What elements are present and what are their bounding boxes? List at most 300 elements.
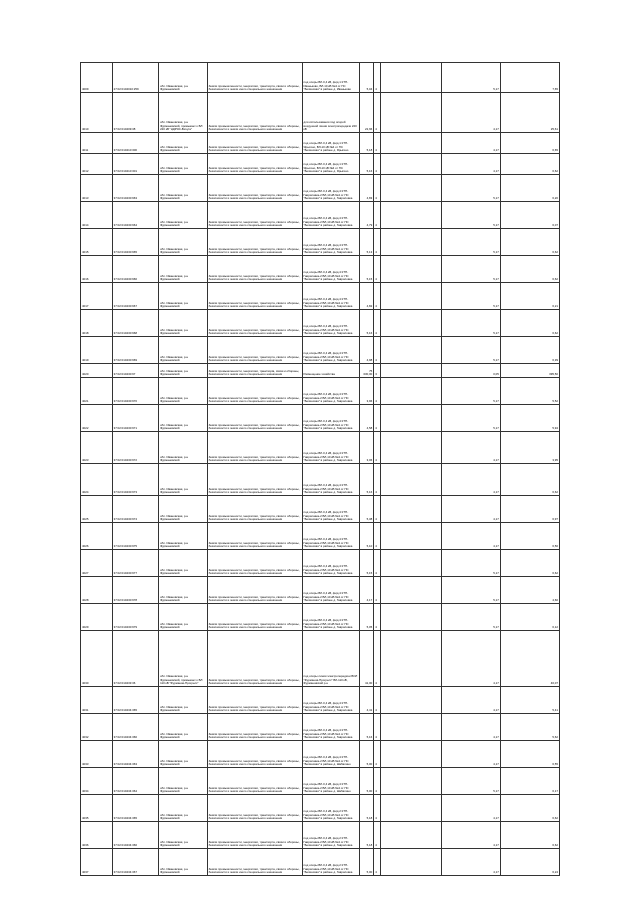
area-cell: 5,00	[359, 741, 374, 768]
tax-amount-cell: 6,55	[500, 741, 559, 768]
unit-code-cell: 4	[374, 405, 380, 432]
rate-cell	[380, 577, 441, 604]
unit-code-cell: 4	[374, 550, 380, 577]
coefficient-cell: 5,17	[441, 63, 500, 93]
tax-amount-cell: 25,61	[500, 93, 559, 133]
unit-code-cell: 4	[374, 849, 380, 876]
row-number-cell: 4018	[81, 310, 113, 337]
coefficient-cell: 4,17	[441, 631, 500, 687]
row-number-cell: 4012	[81, 154, 113, 175]
table-row	[81, 822, 560, 849]
area-cell: 5,05	[359, 604, 374, 631]
unit-code-cell: 4	[374, 577, 380, 604]
area-cell: 5,10	[359, 523, 374, 550]
address-cell: обл. Ивановская, р-н Фурмановский	[159, 283, 208, 310]
row-number-cell: 4034	[81, 768, 113, 795]
table-row	[81, 768, 560, 795]
address-cell: обл. Ивановская, р-н Фурмановский	[159, 822, 208, 849]
land-category-cell: Земли промышленности, энергетики, транспорта, связи и обороны, безопасности и земли иного специального назначения	[207, 378, 302, 405]
unit-code-cell: 4	[374, 93, 380, 133]
table-row	[81, 133, 560, 154]
permitted-use-cell: Размещение хозяйства	[302, 364, 359, 378]
area-cell: 4,83	[359, 175, 374, 202]
permitted-use-cell: под опоры ВЛ-0,4 кВ, фид.4 КТП-Гавриловка-2 ВЛ-10 кВ №4 от ПС "Белинская" в районе д. Шабалино	[302, 768, 359, 795]
land-category-cell: Земли промышленности, энергетики, транспорta, связи и обороны, безопасности и земли иного специального назначения	[207, 364, 302, 378]
permitted-use-cell: под опоры ВЛ-0,4 кВ, фид.4 КТП-Гавриловка-2 ВЛ-10 кВ №4 от ПС "Белинская" в районе д. Гавриловка	[302, 432, 359, 464]
unit-code-cell: 4	[374, 496, 380, 523]
rate-cell	[380, 822, 441, 849]
rate-cell	[380, 256, 441, 283]
tax-amount-cell: 7,65	[500, 63, 559, 93]
area-cell: 5,15	[359, 256, 374, 283]
rate-cell	[380, 283, 441, 310]
row-number-cell: 4033	[81, 741, 113, 768]
area-cell: 5,16	[359, 310, 374, 337]
tax-amount-cell: 6,62	[500, 822, 559, 849]
cadastral-number-cell: 37:02:010430:974	[112, 496, 158, 523]
area-cell: 5,18	[359, 795, 374, 822]
permitted-use-cell: под опоры ВЛ-0,4 кВ, фид.4 КТП-Гавриловка-2 ВЛ-10 кВ №4 от ПС "Белинская" в районе д. Шабалино	[302, 741, 359, 768]
address-cell: обл. Ивановская, р-н Фурмановский	[159, 464, 208, 496]
rate-cell	[380, 229, 441, 256]
permitted-use-cell: под опоры ВЛ-0,4 кВ, фид.4 КТП-Гавриловка-2 ВЛ-10 кВ №4 от ПС "Белинская" в районе д. Гавриловка	[302, 175, 359, 202]
cadastral-number-cell: 37:02:010434:366	[112, 714, 158, 741]
address-cell: обл. Ивановская, р-н Фурмановский	[159, 202, 208, 229]
tax-amount-cell: 6,62	[500, 154, 559, 175]
unit-code-cell: 4	[374, 310, 380, 337]
area-cell: 5,00	[359, 849, 374, 876]
land-category-cell: Земли промышленности, энергетики, транспорта, связи и обороны, безопасности и земли иного специального назначения	[207, 154, 302, 175]
unit-code-cell: 4	[374, 283, 380, 310]
address-cell: обл. Ивановская, р-н Фурмановский	[159, 432, 208, 464]
cadastral-number-cell: 37:02:010434:365	[112, 795, 158, 822]
land-category-cell: Земли промышленности, энергетики, транспорта, связи и обороны, безопасности и земли иного специального назначения	[207, 133, 302, 154]
table-row	[81, 550, 560, 577]
cadastral-number-cell: 37:02:010430:975	[112, 523, 158, 550]
area-cell: 5,04	[359, 63, 374, 93]
address-cell: обл. Ивановская, р-н Фурмановский	[159, 154, 208, 175]
address-cell: обл. Ивановская, р-н Фурмановский	[159, 133, 208, 154]
row-number-cell: 4015	[81, 229, 113, 256]
row-number-cell: 4031	[81, 687, 113, 714]
area-cell: 75 030,00	[359, 364, 374, 378]
rate-cell	[380, 550, 441, 577]
row-number-cell: 4030	[81, 631, 113, 687]
land-category-cell: Земли промышленности, энергетики, транспорта, связи и обороны, безопасности и земли иного специального назначения	[207, 63, 302, 93]
table-row	[81, 175, 560, 202]
rate-cell	[380, 795, 441, 822]
permitted-use-cell: под опоры ВЛ-0,4 кВ, фид.4 КТП-Гавриловка-2 ВЛ-10 кВ №4 от ПС "Белинская" в районе д. Гавриловка	[302, 687, 359, 714]
row-number-cell: 4014	[81, 202, 113, 229]
area-cell: 4,17	[359, 577, 374, 604]
area-cell: 4,58	[359, 405, 374, 432]
rate-cell	[380, 364, 441, 378]
address-cell: обл. Ивановская, р-н Фурмановский	[159, 768, 208, 795]
unit-code-cell: 4	[374, 133, 380, 154]
permitted-use-cell: под опоры ВЛ-0,4 кВ, фид.1 КТП-Ярыгино, ВЛ-10 кВ №4 от ПС "Белинская" в районе д. Ярыгино	[302, 154, 359, 175]
land-category-cell: Земли промышленности, энергетики, транспорта, связи и обороны, безопасности и земли иного специального назначения	[207, 741, 302, 768]
coefficient-cell: 5,17	[441, 310, 500, 337]
address-cell: обл. Ивановская, р-н Фурмановский	[159, 405, 208, 432]
address-cell: обл. Ивановская, р-н Фурмановский	[159, 229, 208, 256]
table-row	[81, 202, 560, 229]
table-row	[81, 577, 560, 604]
coefficient-cell: 5,17	[441, 256, 500, 283]
row-number-cell: 4017	[81, 283, 113, 310]
tax-amount-cell: 6,20	[500, 175, 559, 202]
address-cell: обл. Ивановская, р-н Фурмановский	[159, 378, 208, 405]
address-cell: обл. Ивановская, р-н Фурмановский	[159, 256, 208, 283]
land-category-cell: Земли промышленности, энергетики, транспорта, связи и обороны, безопасности и земли иного специального назначения	[207, 93, 302, 133]
cadastral-number-cell: 37:02:010434:367	[112, 849, 158, 876]
unit-code-cell: 4	[374, 256, 380, 283]
permitted-use-cell: под опоры ВЛ-0,4 кВ, фид.4 КТП-Гавриловка-2 ВЛ-10 кВ №4 от ПС "Белинская" в районе д. Гавриловка	[302, 714, 359, 741]
table-row	[81, 687, 560, 714]
address-cell: обл. Ивановская, р-н Фурмановский	[159, 310, 208, 337]
unit-code-cell: 4	[374, 175, 380, 202]
land-category-cell: Земли промышленности, энергетики, транспорта, связи и обороны, безопасности и земли иного специального назначения	[207, 464, 302, 496]
area-cell: 4,98	[359, 337, 374, 364]
coefficient-cell: 5,17	[441, 378, 500, 405]
area-cell: 5,38	[359, 496, 374, 523]
unit-code-cell: 4	[374, 768, 380, 795]
permitted-use-cell: под опоры ВЛ-0,4 кВ, фид.2 КТП-Гавриловка-2 ВЛ-10 кВ №4 от ПС "Белинская" в районе д. Гавриловка	[302, 822, 359, 849]
area-cell: 22,66	[359, 93, 374, 133]
row-number-cell: 4032	[81, 714, 113, 741]
land-category-cell: Земли промышленности, энергетики, транспорта, связи и обороны, безопасности и земли иного специального назначения	[207, 822, 302, 849]
cadastral-number-cell: 37:02:010430:970	[112, 378, 158, 405]
unit-code-cell: 4	[374, 432, 380, 464]
permitted-use-cell: под опоры ВЛ-0,4 кВ, фид.2 КТП-Гавриловка-2 ВЛ-10 кВ №4 от ПС "Белинская" в районе д. Гавриловка	[302, 795, 359, 822]
cadastral-number-cell: 37:02:010430:978	[112, 577, 158, 604]
tax-amount-cell: 4,60	[500, 577, 559, 604]
land-category-cell: Земли промышленности, энергетики, транспорта, связи и обороны, безопасности и земли иного специального назначения	[207, 714, 302, 741]
coefficient-cell: 4,17	[441, 822, 500, 849]
coefficient-cell: 4,17	[441, 795, 500, 822]
cadastral-number-cell: 37:02:010430:966	[112, 256, 158, 283]
rate-cell	[380, 849, 441, 876]
table-row	[81, 93, 560, 133]
tax-amount-cell: 6,62	[500, 550, 559, 577]
address-cell: обл. Ивановская, р-н Фурмановский	[159, 550, 208, 577]
address-cell: обл. Ивановская, р-н Фурмановский, примыкает к ВЛ 220 кВ "НДРЭС-Вичуга"	[159, 93, 208, 133]
unit-code-cell: 4	[374, 63, 380, 93]
address-cell: обл. Ивановская, р-н Фурмановский	[159, 714, 208, 741]
table-row	[81, 337, 560, 364]
unit-code-cell: 4	[374, 714, 380, 741]
table-row	[81, 464, 560, 496]
unit-code-cell: 4	[374, 464, 380, 496]
row-number-cell: 4010	[81, 93, 113, 133]
row-number-cell: 4023	[81, 432, 113, 464]
row-number-cell: 4016	[81, 256, 113, 283]
tax-amount-cell: 6,97	[500, 496, 559, 523]
cadastral-number-cell: 37:02:010430:969	[112, 337, 158, 364]
row-number-cell: 4025	[81, 496, 113, 523]
unit-code-cell: 3	[374, 364, 380, 378]
area-cell: 41,00	[359, 631, 374, 687]
land-plot-table-container	[80, 62, 560, 876]
rate-cell	[380, 741, 441, 768]
land-category-cell: Земли промышленности, энергетики, транспорта, связи и обороны, безопасности и земли иного специального назначения	[207, 175, 302, 202]
table-row	[81, 604, 560, 631]
rate-cell	[380, 464, 441, 496]
land-category-cell: Земли промышленности, энергетики, транспорта, связи и обороны, безопасности и земли иного специального назначения	[207, 337, 302, 364]
tax-amount-cell: 6,17	[500, 768, 559, 795]
area-cell: 4,41	[359, 687, 374, 714]
row-number-cell: 4011	[81, 133, 113, 154]
land-category-cell: Земли промышленности, энергетики, транспорта, связи и обороны, безопасности и земли иного специального назначения	[207, 432, 302, 464]
table-row	[81, 496, 560, 523]
tax-amount-cell: 6,62	[500, 229, 559, 256]
coefficient-cell: 5,17	[441, 202, 500, 229]
table-row	[81, 795, 560, 822]
coefficient-cell: 4,17	[441, 714, 500, 741]
row-number-cell: 4020	[81, 364, 113, 378]
permitted-use-cell: под опоры ВЛ-0,4 кВ, фид.4 КТП-Гавриловка-2 ВЛ-10 кВ №4 от ПС "Белинская" в районе д. Гавриловка	[302, 604, 359, 631]
permitted-use-cell: под опоры ВЛ-0,4 кВ, фид.4 КТП-Гавриловка-2 ВЛ-10 кВ №4 от ПС "Белинская" в районе д. Гавриловка	[302, 464, 359, 496]
coefficient-cell: 5,17	[441, 283, 500, 310]
rate-cell	[380, 310, 441, 337]
table-row	[81, 378, 560, 405]
rate-cell	[380, 768, 441, 795]
table-row	[81, 364, 560, 378]
table-row	[81, 714, 560, 741]
land-category-cell: Земли промышленности, энергетики, транспорта, связи и обороны, безопасности и земли иного специального назначения	[207, 577, 302, 604]
table-row	[81, 283, 560, 310]
cadastral-number-cell: 37:02:010430:972	[112, 432, 158, 464]
rate-cell	[380, 604, 441, 631]
area-cell: 4,82	[359, 283, 374, 310]
unit-code-cell: 4	[374, 795, 380, 822]
address-cell: обл. Ивановская, р-н Фурмановский	[159, 795, 208, 822]
area-cell: 5,16	[359, 714, 374, 741]
coefficient-cell: 5,17	[441, 405, 500, 432]
tax-amount-cell: 6,65	[500, 133, 559, 154]
tax-amount-cell: 5,62	[500, 714, 559, 741]
row-number-cell: 4022	[81, 405, 113, 432]
unit-code-cell: 4	[374, 604, 380, 631]
tax-amount-cell: 5,94	[500, 405, 559, 432]
permitted-use-cell: под опоры ВЛ-0,4 кВ, фид.4 КТП-Гавриловка-2 ВЛ-10 кВ №4 от ПС "Белинская" в районе д. Гавриловка	[302, 405, 359, 432]
tax-amount-cell: 6,56	[500, 523, 559, 550]
area-cell: 5,18	[359, 822, 374, 849]
unit-code-cell: 4	[374, 741, 380, 768]
unit-code-cell: 4	[374, 337, 380, 364]
permitted-use-cell: под опоры ВЛ-0,4 кВ, фид.4 КТП-Гавриловка-2 ВЛ-10 кВ №4 от ПС "Белинская" в районе д. Гавриловка	[302, 378, 359, 405]
row-number-cell: 4009	[81, 63, 113, 93]
tax-amount-cell: 6,62	[500, 795, 559, 822]
cadastral-number-cell: 37:02:010434:365	[112, 687, 158, 714]
cadastral-number-cell: 37:02:010410:301	[112, 154, 158, 175]
land-category-cell: Земли промышленности, энергетики, транспорта, связи и обороны, безопасности и земли иного специального назначения	[207, 310, 302, 337]
row-number-cell: 4029	[81, 604, 113, 631]
rate-cell	[380, 432, 441, 464]
land-category-cell: Земли промышленности, энергетики, транспорта, связи и обороны, безопасности и земли иного специального назначения	[207, 631, 302, 687]
land-category-cell: Земли промышленности, энергетики, транспорта, связи и обороны, безопасности и земли иного специального назначения	[207, 795, 302, 822]
tax-amount-cell: 5,52	[500, 378, 559, 405]
tax-amount-cell: 6,39	[500, 337, 559, 364]
rate-cell	[380, 202, 441, 229]
row-number-cell: 4027	[81, 550, 113, 577]
table-row	[81, 523, 560, 550]
coefficient-cell: 4,17	[441, 133, 500, 154]
tax-amount-cell: 46,07	[500, 631, 559, 687]
cadastral-number-cell: 37:02:010430:971	[112, 405, 158, 432]
permitted-use-cell: под опоры ВЛ-0,4 кВ, фид.4 КТП-Гавриловка-2 ВЛ-10 кВ №4 от ПС "Белинская" в районе д. Гавриловка	[302, 577, 359, 604]
land-category-cell: Земли промышленности, энергетики, транспорта, связи и обороны, безопасности и земли иного специального назначения	[207, 256, 302, 283]
land-category-cell: Земли промышленности, энергетики, транспорта, связи и обороны, безопасности и земли иного специального назначения	[207, 523, 302, 550]
table-row	[81, 63, 560, 93]
cadastral-number-cell: 37:02:010430:968	[112, 310, 158, 337]
permitted-use-cell: под опоры ВЛ-0,4 кВ, фид.4 КТП-Гавриловка-2 ВЛ-10 кВ №4 от ПС "Белинская" в районе д. Гавриловка	[302, 202, 359, 229]
tax-amount-cell: 6,62	[500, 464, 559, 496]
table-row	[81, 256, 560, 283]
coefficient-cell: 4,17	[441, 464, 500, 496]
rate-cell	[380, 63, 441, 93]
tax-amount-cell: 5,41	[500, 687, 559, 714]
permitted-use-cell: под опоры ВЛ-0,4 кВ, фид.1 КТП-Ярыгино, ВЛ-10 кВ №4 от ПС "Белинская" в районе д. Ярыгино	[302, 133, 359, 154]
area-cell: 4,79	[359, 202, 374, 229]
cadastral-number-cell: 37:02:010433:36	[112, 631, 158, 687]
cadastral-number-cell: 37:02:010430:965	[112, 229, 158, 256]
land-category-cell: Земли промышленности, энергетики, транспорта, связи и обороны, безопасности и земли иного специального назначения	[207, 405, 302, 432]
rate-cell	[380, 378, 441, 405]
unit-code-cell: 4	[374, 229, 380, 256]
table-body	[81, 63, 560, 876]
coefficient-cell: 5,17	[441, 768, 500, 795]
cadastral-number-cell: 37:02:010434:363	[112, 741, 158, 768]
cadastral-number-cell: 37:02:010430:967	[112, 283, 158, 310]
tax-amount-cell: 3,95	[500, 432, 559, 464]
table-row	[81, 631, 560, 687]
coefficient-cell: 4,17	[441, 687, 500, 714]
coefficient-cell: 5,17	[441, 337, 500, 364]
unit-code-cell: 4	[374, 154, 380, 175]
table-row	[81, 229, 560, 256]
unit-code-cell: 4	[374, 822, 380, 849]
cadastral-number-cell: 37:02:010434:366	[112, 822, 158, 849]
cadastral-number-cell: 37:02:010410:300	[112, 133, 158, 154]
land-category-cell: Земли промышленности, энергетики, транспорта, связи и обороны, безопасности и земли иного специального назначения	[207, 687, 302, 714]
coefficient-cell: 5,17	[441, 229, 500, 256]
table-row	[81, 405, 560, 432]
permitted-use-cell: под опоры ВЛ-0,4 кВ, фид.4 КТП-Гавриловка-2 ВЛ-10 кВ №4 от ПС "Белинская" в районе д. Гавриловка	[302, 229, 359, 256]
table-row	[81, 154, 560, 175]
tax-amount-cell: 6,07	[500, 202, 559, 229]
rate-cell	[380, 714, 441, 741]
land-plot-table	[80, 62, 560, 876]
coefficient-cell: 5,17	[441, 175, 500, 202]
coefficient-cell: 5,17	[441, 577, 500, 604]
cadastral-number-cell: 27:02:0104010:259	[112, 63, 158, 93]
tax-amount-cell: 395,50	[500, 364, 559, 378]
tax-amount-cell: 6,24	[500, 849, 559, 876]
unit-code-cell: 4	[374, 687, 380, 714]
rate-cell	[380, 405, 441, 432]
row-number-cell: 4035	[81, 795, 113, 822]
coefficient-cell: 4,17	[441, 432, 500, 464]
permitted-use-cell: под опоры ВЛ-0,4 кВ, фид.4 КТП-Гавриловка-2 ВЛ-10 кВ №4 от ПС "Белинская" в районе д. Гавриловка	[302, 337, 359, 364]
coefficient-cell: 4,17	[441, 849, 500, 876]
row-number-cell: 4026	[81, 523, 113, 550]
row-number-cell: 4013	[81, 175, 113, 202]
coefficient-cell: 4,17	[441, 93, 500, 133]
land-category-cell: Земли промышленности, энергетики, транспорта, связи и обороны, безопасности и земли иного специального назначения	[207, 604, 302, 631]
address-cell: обл. Ивановская, р-н Фурмановский	[159, 849, 208, 876]
table-row	[81, 432, 560, 464]
address-cell: обл. Ивановская, р-н Фурмановский	[159, 496, 208, 523]
address-cell: обл. Ивановская, р-н Фурмановский	[159, 364, 208, 378]
permitted-use-cell: для использования под опорой воздушной линии электропередачи 220 кВ	[302, 93, 359, 133]
coefficient-cell: 4,17	[441, 496, 500, 523]
rate-cell	[380, 523, 441, 550]
tax-amount-cell: 6,12	[500, 604, 559, 631]
row-number-cell: 4024	[81, 464, 113, 496]
address-cell: обл. Ивановская, р-н Фурмановский	[159, 687, 208, 714]
land-category-cell: Земли промышленности, энергетики, транспорта, связи и обороны, безопасности и земли иного специального назначения	[207, 229, 302, 256]
row-number-cell: 4037	[81, 849, 113, 876]
table-row	[81, 741, 560, 768]
permitted-use-cell: под опоры ВЛ-0,4 кВ, фид.4 КТП-Гавриловка-2 ВЛ-10 кВ №4 от ПС "Белинская" в районе д. Гавриловка	[302, 283, 359, 310]
rate-cell	[380, 631, 441, 687]
coefficient-cell: 0,05	[441, 364, 500, 378]
cadastral-number-cell: 37:02:010430:973	[112, 464, 158, 496]
coefficient-cell: 4,17	[441, 154, 500, 175]
cadastral-number-cell: 37:02:010430:963	[112, 175, 158, 202]
row-number-cell: 4036	[81, 822, 113, 849]
coefficient-cell: 4,17	[441, 523, 500, 550]
unit-code-cell: 4	[374, 202, 380, 229]
permitted-use-cell: под опоры ВЛ-0,4 кВ, фид.4 КТП-Гавриловка-2 ВЛ-10 кВ №4 от ПС "Белинская" в районе д. Гавриловка	[302, 496, 359, 523]
area-cell: 3,96	[359, 378, 374, 405]
address-cell: обл. Ивановская, р-н Фурмановский	[159, 741, 208, 768]
row-number-cell: 4019	[81, 337, 113, 364]
row-number-cell: 4028	[81, 577, 113, 604]
rate-cell	[380, 687, 441, 714]
coefficient-cell: 4,17	[441, 741, 500, 768]
table-row	[81, 849, 560, 876]
area-cell: 5,18	[359, 133, 374, 154]
area-cell: 5,15	[359, 550, 374, 577]
cadastral-number-cell: 37:02:010409:38	[112, 93, 158, 133]
rate-cell	[380, 175, 441, 202]
rate-cell	[380, 133, 441, 154]
area-cell: 5,13	[359, 229, 374, 256]
permitted-use-cell: под опоры ВЛ-0,4 кВ, фид.2 КТП-Гавриловка-2 ВЛ-10 кВ №4 от ПС "Белинская" в районе д. Гавриловка	[302, 849, 359, 876]
area-cell: 5,00	[359, 768, 374, 795]
cadastral-number-cell: 37:02:010430:979	[112, 604, 158, 631]
address-cell: обл. Ивановская, р-н Фурмановский, примыкает к ВЛ 110 кВ "Фурманов-Прогресс"	[159, 631, 208, 687]
tax-amount-cell: 6,62	[500, 310, 559, 337]
area-cell: 5,16	[359, 154, 374, 175]
row-number-cell: 4021	[81, 378, 113, 405]
unit-code-cell: 4	[374, 378, 380, 405]
address-cell: обл. Ивановская, р-н Фурмановский	[159, 577, 208, 604]
rate-cell	[380, 337, 441, 364]
cadastral-number-cell: 37:02:010430:97	[112, 364, 158, 378]
land-category-cell: Земли промышленности, энергетики, транспорта, связи и обороны, безопасности и земли иного специального назначения	[207, 496, 302, 523]
address-cell: обл. Ивановская, р-н Фурмановский	[159, 604, 208, 631]
coefficient-cell: 5,17	[441, 550, 500, 577]
unit-code-cell: 4	[374, 523, 380, 550]
rate-cell	[380, 496, 441, 523]
address-cell: обл. Ивановская, р-н Фурмановский	[159, 337, 208, 364]
rate-cell	[380, 93, 441, 133]
address-cell: обл. Ивановская, р-н Фурмановский	[159, 175, 208, 202]
land-category-cell: Земли промышленности, энергетики, транспорта, связи и обороны, безопасности и земли иного специального назначения	[207, 550, 302, 577]
coefficient-cell: 5,17	[441, 604, 500, 631]
